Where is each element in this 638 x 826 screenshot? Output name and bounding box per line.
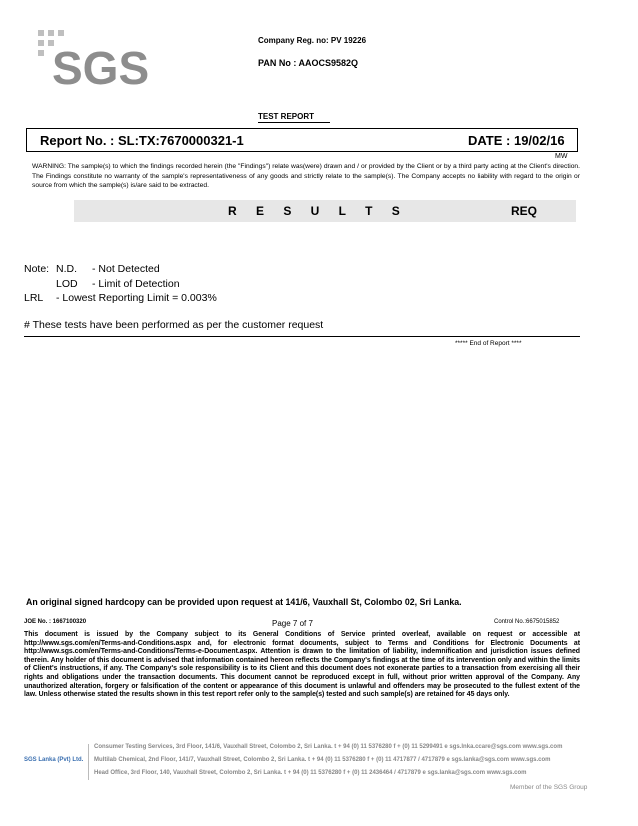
results-title: R E S U L T S (228, 204, 408, 218)
page-number: Page 7 of 7 (272, 619, 313, 628)
control-number: Control No.:6675015852 (494, 619, 560, 625)
note-lod-abbr: LOD (56, 278, 78, 290)
footer-divider (88, 744, 89, 780)
address-multilab: Multilab Chemical, 2nd Floor, 141/7, Vauxhall Street, Colombo 2, Sri Lanka. t + 94 (0) 11 5376280 f + (0) 11 4717877 / 4717879 e sgs.lanka@sgs.com www.sgs.com (94, 757, 551, 763)
company-reg: Company Reg. no: PV 19226 (258, 36, 367, 45)
report-number: Report No. : SL:TX:7670000321-1 (40, 133, 244, 148)
divider (24, 336, 580, 337)
note-lod-desc: - Limit of Detection (92, 278, 180, 290)
note-nd-abbr: N.D. (56, 263, 77, 275)
original-copy-note: An original signed hardcopy can be provided upon request at 141/6, Vauxhall St, Colombo 02, Sri Lanka. (26, 597, 462, 607)
warning-text: WARNING: The sample(s) to which the findings recorded herein (the "Findings") relate was(were) drawn and / or provided by the Client or by a third party acting at the Client's direction. The Findings constitute no warranty of the sample's representativeness of any goods and strictly relate to the sample(s). The Company accepts no liability with regard to the origin or source from which the sample(s) is/are said to be extracted. (32, 163, 580, 190)
pan-number: PAN No : AAOCS9582Q (258, 58, 359, 68)
sgs-logo (38, 30, 150, 90)
address-consumer: Consumer Testing Services, 3rd Floor, 141/6, Vauxhall Street, Colombo 2, Sri Lanka. t + 94 (0) 11 5376280 f + (0) 11 5299491 e sgs.lnka.ccare@sgs.com www.sgs.com (94, 744, 563, 750)
logo-text: SGS (52, 42, 150, 90)
member-text: Member of the SGS Group (510, 784, 588, 791)
note-lrl-desc: - Lowest Reporting Limit = 0.003% (56, 292, 217, 304)
req-label: REQ (511, 204, 538, 218)
initials: MW (555, 153, 568, 160)
customer-request-note: # These tests have been performed as per the customer request (24, 319, 324, 331)
test-report-title: TEST REPORT (258, 112, 330, 123)
company-name: SGS Lanka (Pvt) Ltd. (24, 757, 84, 763)
note-nd-desc: - Not Detected (92, 263, 160, 275)
report-date: DATE : 19/02/16 (468, 133, 565, 148)
address-head-office: Head Office, 3rd Floor, 140, Vauxhall Street, Colombo 2, Sri Lanka. t + 94 (0) 11 5376280 f + (0) 11 2436464 / 4717879 e sgs.lanka@sgs.com www.sgs.com (94, 770, 527, 776)
legal-text: This document is issued by the Company subject to its General Conditions of Service printed overleaf, available on request or accessible at http://www.sgs.com/en/Terms-and-Conditions.aspx and, for electronic format documents, subject to Terms and Conditions for Electronic Documents at http://www.sgs.com/en/Terms-and-Conditions/Terms-e-Document.aspx. Attention is drawn to the limitation of liability, indemnification and jurisdiction issues defined therein. Any holder of this document is advised that information contained hereon reflects the Company's findings at the time of its intervention only and within the limits of Client's instructions, if any. The Company's sole responsibility is to its Client and this document does not exonerate parties to a transaction from exercising all their rights and obligations under the transaction documents. This document cannot be reproduced except in full, without prior written approval of the Company. Any unauthorized alteration, forgery or falsification of the content or appearance of this document is unlawful and offenders may be prosecuted to the fullest extent of the law. Unless otherwise stated the results shown in this test report refer only to the sample(s) tested and such sample(s) are retained for 45 days only. (24, 631, 580, 699)
end-of-report: ***** End of Report **** (455, 340, 522, 347)
note-label: Note: (24, 263, 50, 275)
joe-number: JOE No. : 1667100320 (24, 619, 87, 625)
note-lrl-abbr: LRL (24, 292, 44, 304)
